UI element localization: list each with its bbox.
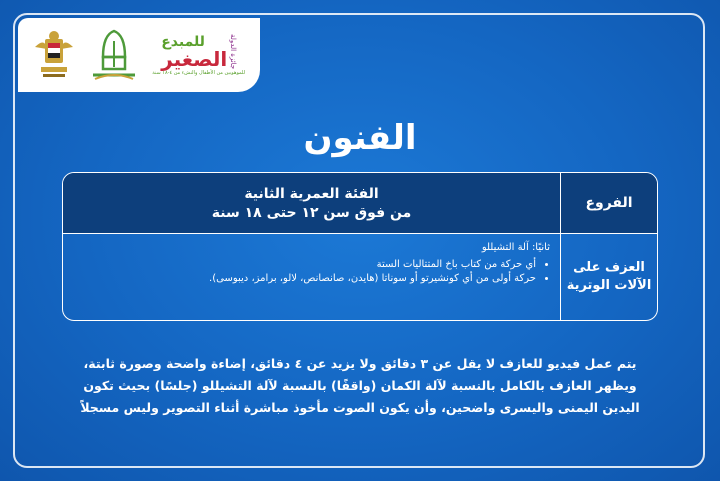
list-item: • حركة أولى من أي كونشيرتو أو سوناتا (هايدن، صانصانص، لالو، برامز، ديبوسى). (73, 273, 536, 284)
mosque-dome-logo (89, 27, 139, 83)
instructions-paragraph: يتم عمل فيديو للعازف لا يقل عن ٣ دقائق ولا يزيد عن ٤ دقائق، إضاءة واضحة وصورة ثابتة، ويظهر العازف بالكامل بالنسبة لآلة الكمان (واقفًا) بالنسبة لآلة التشيللو (جلسًا) بحيث تكون اليدين اليمنى واليسرى واضحين، وأن يكون الصوت مأخوذ مباشرة أثناء التصوير وليس مسجلاً (80, 356, 640, 415)
branch-cell (561, 233, 657, 320)
detail-title: ثانيًا: آلة التشيللو (481, 242, 550, 253)
category-line-1: الفئة العمرية الثانية (244, 185, 379, 202)
award-vertical-text: جائزة الدولة (229, 33, 238, 70)
branch-header-label: الفروع (585, 195, 633, 211)
header-branch-cell (561, 173, 657, 233)
page-title: الفنون (303, 118, 417, 158)
category-line-2: من فوق سن ١٢ حتى ١٨ سنة (211, 204, 412, 221)
egypt-emblem-logo (33, 29, 75, 81)
header-category-cell (63, 173, 561, 233)
award-logo (152, 34, 245, 76)
award-title-a: للمبدع (161, 34, 205, 51)
detail-cell (63, 233, 561, 320)
detail-list (73, 259, 550, 284)
logo-card (18, 18, 260, 92)
branch-line-2: الآلات الوترية (566, 278, 652, 293)
branch-line-1: العزف على (573, 260, 645, 276)
list-item: • أي حركة من كتاب باخ المتتاليات الستة (73, 259, 536, 270)
info-table (62, 172, 658, 321)
award-title-b: الصغير (161, 47, 228, 72)
award-subtitle: للموهوبين من الأطفال والنشء من ٤-١٨ سنة (152, 70, 246, 77)
